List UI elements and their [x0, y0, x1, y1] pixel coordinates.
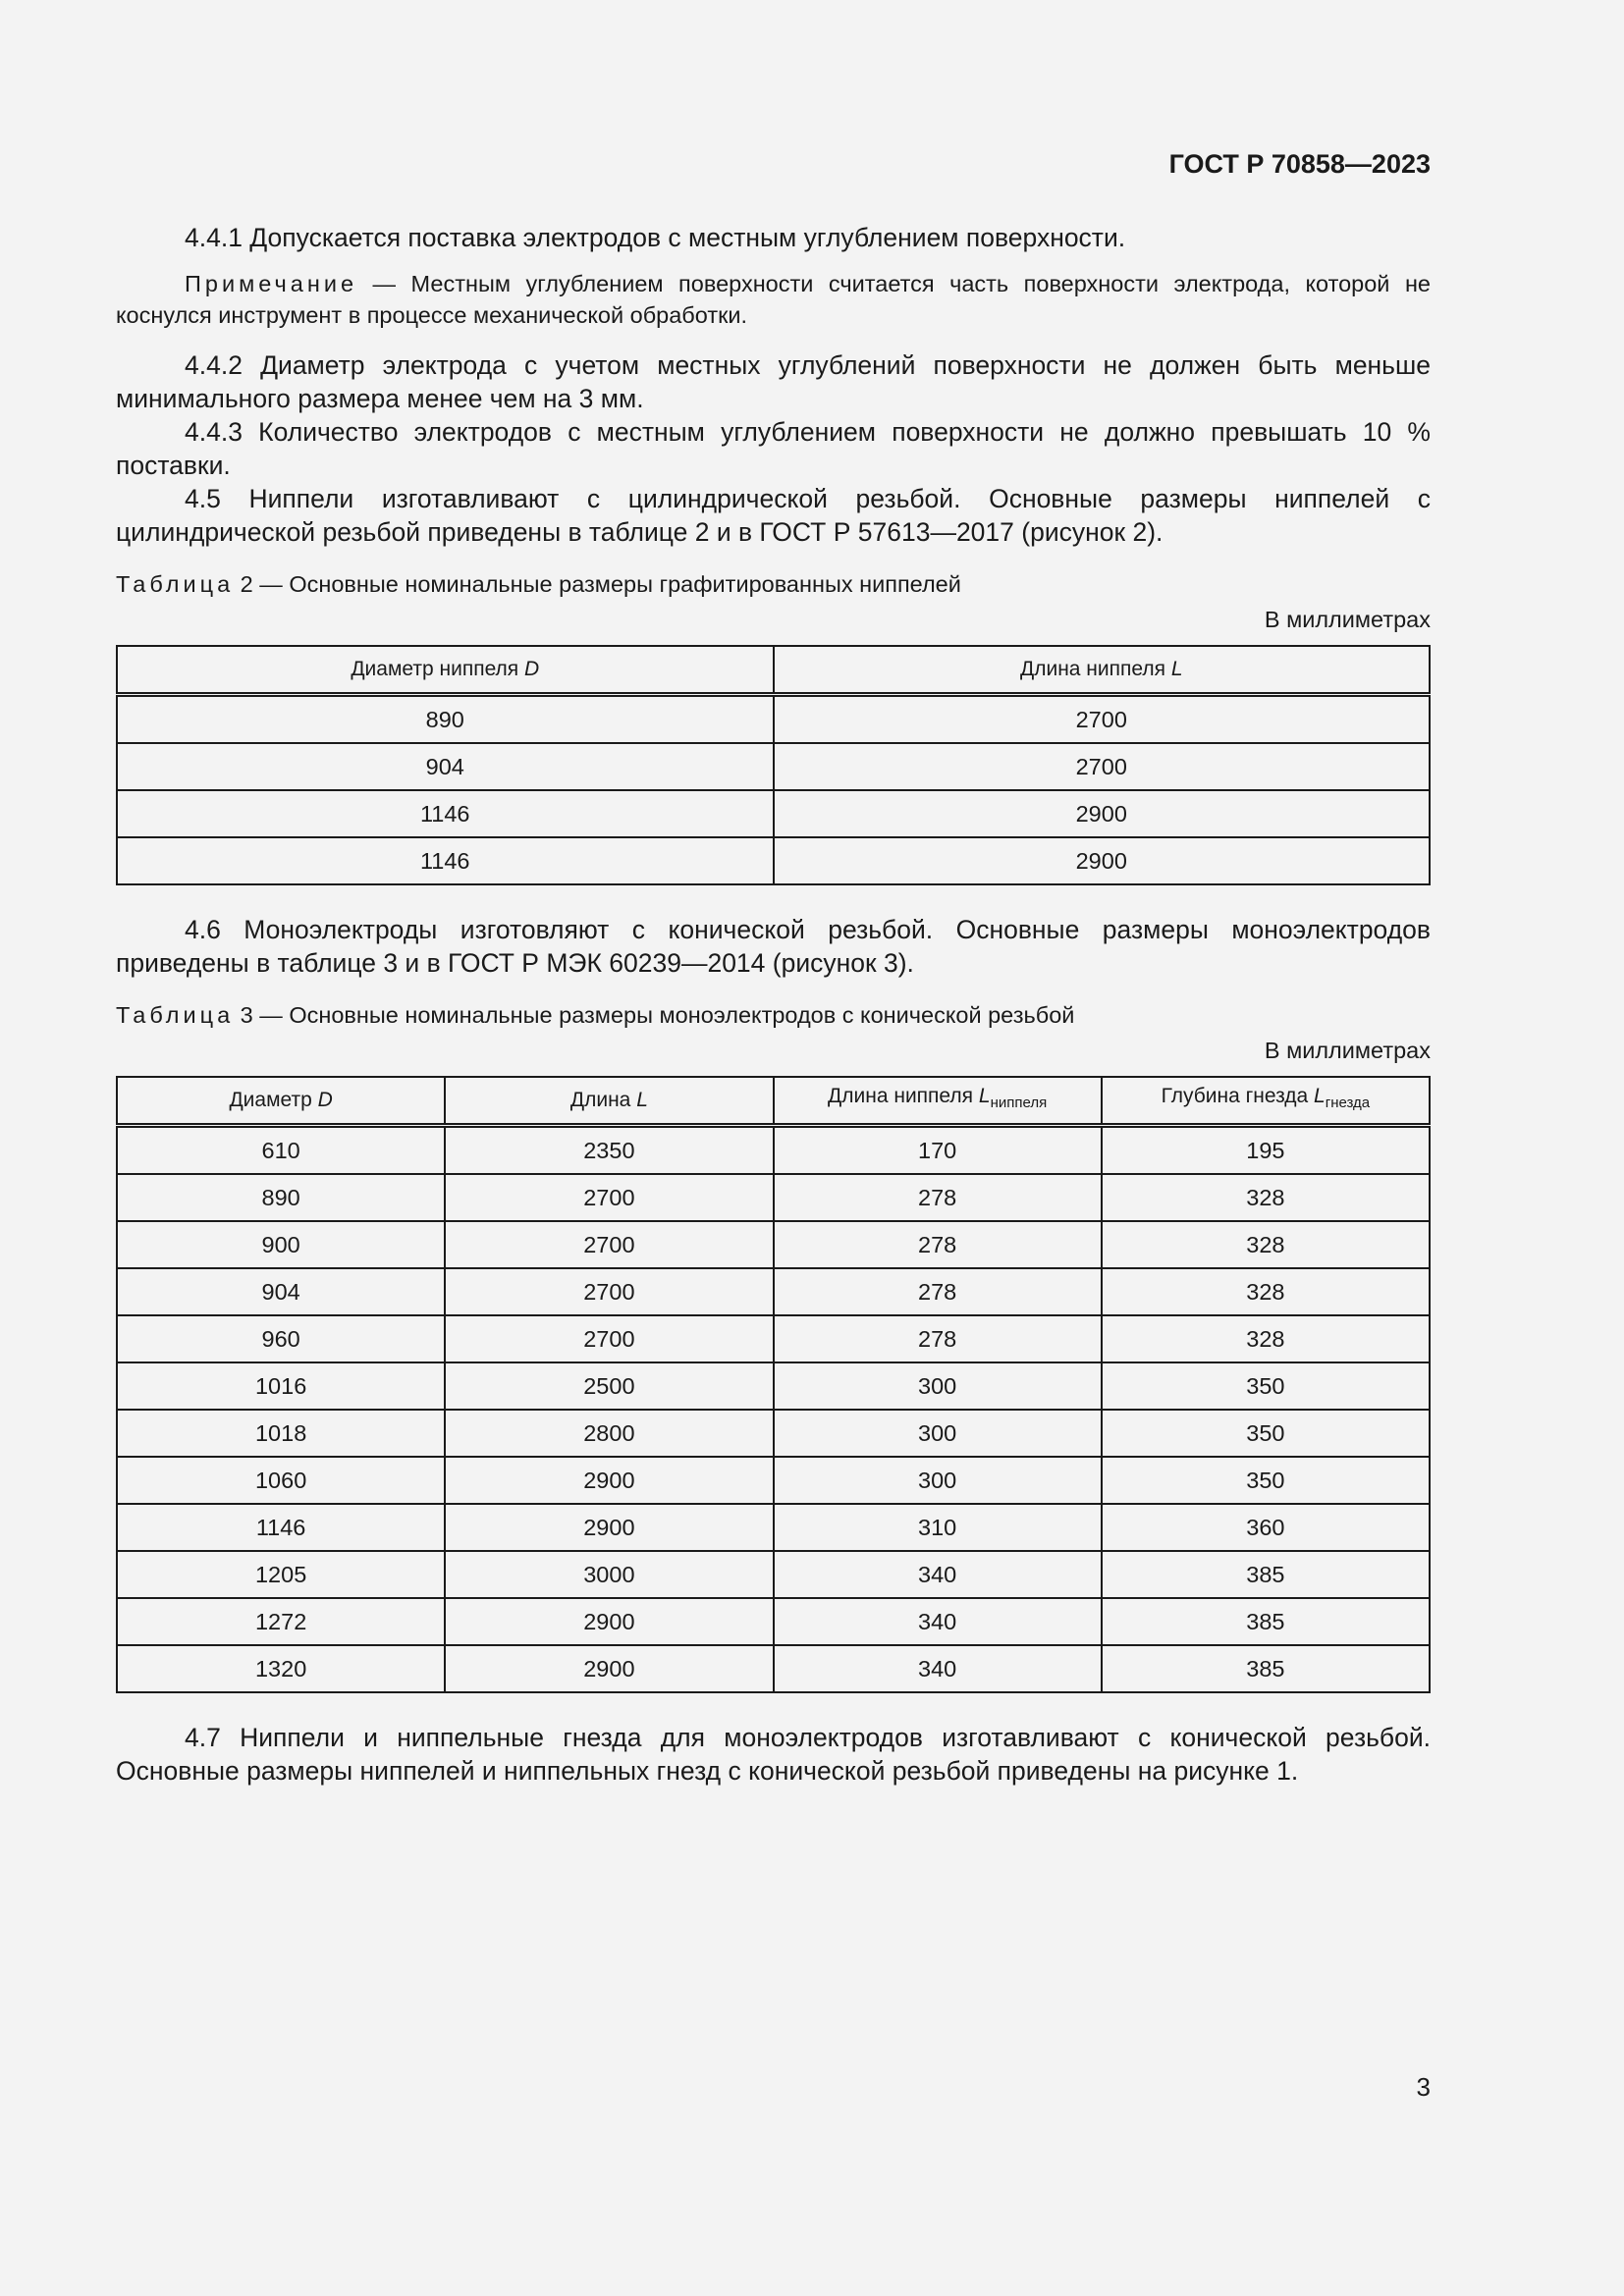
paragraph-4-4-2: 4.4.2 Диаметр электрода с учетом местных углублений поверхности не должен быть меньше минимального размера менее чем на 3 мм. — [116, 350, 1431, 413]
table-3-title: 3 — Основные номинальные размеры моноэлектродов с конической резьбой — [234, 1002, 1075, 1028]
table-cell: 2350 — [445, 1126, 773, 1175]
table-cell: 278 — [774, 1268, 1102, 1315]
table-cell: 360 — [1102, 1504, 1430, 1551]
table-cell: 170 — [774, 1126, 1102, 1175]
table-row — [117, 1221, 1430, 1268]
table-cell: 900 — [117, 1221, 445, 1268]
table-cell: 2900 — [774, 790, 1431, 837]
table-row — [117, 1362, 1430, 1410]
table-2-caption — [116, 568, 1431, 600]
table-2-label: Таблица — [116, 571, 235, 597]
table-3-units: В миллиметрах — [1264, 1038, 1431, 1063]
note-text: — Местным углублением поверхности считается часть поверхности электрода, которой не коснулся инструмент в процессе механической обработки. — [116, 271, 1431, 328]
document-id: ГОСТ Р 70858—2023 — [1168, 149, 1431, 179]
table-2 — [116, 645, 1431, 885]
table-cell: 350 — [1102, 1410, 1430, 1457]
paragraph-4-6: 4.6 Моноэлектроды изготовляют с конической резьбой. Основные размеры моноэлектродов приведены в таблице 3 и в ГОСТ Р МЭК 60239—2014 (рисунок 3). — [116, 915, 1431, 978]
paragraph-4-4-1: 4.4.1 Допускается поставка электродов с местным углублением поверхности. — [185, 223, 1126, 252]
table-cell: 890 — [117, 695, 774, 744]
table-cell: 328 — [1102, 1174, 1430, 1221]
table-3-caption — [116, 999, 1431, 1031]
table-cell: 278 — [774, 1174, 1102, 1221]
table-cell: 2900 — [445, 1598, 773, 1645]
table-2-body — [117, 695, 1430, 885]
table-row — [117, 790, 1430, 837]
table-cell: 300 — [774, 1410, 1102, 1457]
table-cell: 2900 — [445, 1504, 773, 1551]
table-3-body — [117, 1126, 1430, 1693]
table-cell: 610 — [117, 1126, 445, 1175]
table-cell: 1146 — [117, 790, 774, 837]
table-cell: 340 — [774, 1598, 1102, 1645]
table-cell: 195 — [1102, 1126, 1430, 1175]
table-cell: 1146 — [117, 1504, 445, 1551]
table-2-title: 2 — Основные номинальные размеры графитированных ниппелей — [234, 571, 961, 597]
table-cell: 2700 — [445, 1268, 773, 1315]
table-cell: 350 — [1102, 1457, 1430, 1504]
table-header-row — [117, 1077, 1430, 1126]
table-cell: 1272 — [117, 1598, 445, 1645]
table-cell: 1205 — [117, 1551, 445, 1598]
table-3-label: Таблица — [116, 1002, 235, 1028]
table-cell: 3000 — [445, 1551, 773, 1598]
table-cell: 2900 — [445, 1645, 773, 1692]
table-cell: 300 — [774, 1457, 1102, 1504]
table-row — [117, 1410, 1430, 1457]
column-header-nipple-diameter: Диаметр ниппеля D — [117, 646, 774, 695]
table-cell: 328 — [1102, 1315, 1430, 1362]
table-cell: 385 — [1102, 1645, 1430, 1692]
table-cell: 1146 — [117, 837, 774, 884]
page-number: 3 — [1416, 2072, 1431, 2102]
document-body — [116, 221, 1431, 1788]
paragraph-4-5: 4.5 Ниппели изготавливают с цилиндрической резьбой. Основные размеры ниппелей с цилиндрической резьбой приведены в таблице 2 и в ГОСТ Р 57613—2017 (рисунок 2). — [116, 484, 1431, 547]
column-header-length: Длина L — [445, 1077, 773, 1126]
table-cell: 2500 — [445, 1362, 773, 1410]
table-cell: 2800 — [445, 1410, 773, 1457]
table-row — [117, 1645, 1430, 1692]
table-cell: 328 — [1102, 1268, 1430, 1315]
table-header-row — [117, 646, 1430, 695]
table-cell: 328 — [1102, 1221, 1430, 1268]
column-header-diameter: Диаметр D — [117, 1077, 445, 1126]
table-cell: 960 — [117, 1315, 445, 1362]
table-cell: 2700 — [445, 1315, 773, 1362]
table-row — [117, 1126, 1430, 1175]
column-header-nipple-length: Длина ниппеля L — [774, 646, 1431, 695]
table-cell: 1018 — [117, 1410, 445, 1457]
table-cell: 890 — [117, 1174, 445, 1221]
table-cell: 1016 — [117, 1362, 445, 1410]
table-row — [117, 1457, 1430, 1504]
table-cell: 385 — [1102, 1551, 1430, 1598]
table-cell: 2900 — [445, 1457, 773, 1504]
paragraph-4-4-3: 4.4.3 Количество электродов с местным углублением поверхности не должно превышать 10 % поставки. — [116, 417, 1431, 480]
table-row — [117, 1315, 1430, 1362]
table-cell: 278 — [774, 1221, 1102, 1268]
table-cell: 300 — [774, 1362, 1102, 1410]
note-label: Примечание — [185, 271, 358, 296]
table-cell: 385 — [1102, 1598, 1430, 1645]
table-cell: 1060 — [117, 1457, 445, 1504]
table-cell: 1320 — [117, 1645, 445, 1692]
column-header-socket-depth: Глубина гнезда $L_{гнезда}$ — [1102, 1077, 1430, 1126]
table-row — [117, 1174, 1430, 1221]
table-cell: 278 — [774, 1315, 1102, 1362]
table-row — [117, 695, 1430, 744]
column-header-nipple-length: Длина ниппеля $L_{ниппеля}$ — [774, 1077, 1102, 1126]
table-row — [117, 837, 1430, 884]
table-cell: 2700 — [774, 743, 1431, 790]
table-2-units: В миллиметрах — [1264, 607, 1431, 632]
paragraph-4-7: 4.7 Ниппели и ниппельные гнезда для моноэлектродов изготавливают с конической резьбой. Основные размеры ниппелей и ниппельных гнезд с конической резьбой приведены на рисунке 1. — [116, 1723, 1431, 1786]
table-row — [117, 1268, 1430, 1315]
table-cell: 904 — [117, 1268, 445, 1315]
table-row — [117, 1504, 1430, 1551]
table-cell: 904 — [117, 743, 774, 790]
table-cell: 2900 — [774, 837, 1431, 884]
table-cell: 340 — [774, 1551, 1102, 1598]
note-paragraph — [116, 268, 1431, 331]
table-cell: 2700 — [445, 1221, 773, 1268]
table-cell: 2700 — [445, 1174, 773, 1221]
table-row — [117, 1551, 1430, 1598]
table-cell: 350 — [1102, 1362, 1430, 1410]
table-cell: 340 — [774, 1645, 1102, 1692]
table-row — [117, 743, 1430, 790]
table-row — [117, 1598, 1430, 1645]
table-cell: 310 — [774, 1504, 1102, 1551]
table-3 — [116, 1076, 1431, 1693]
table-cell: 2700 — [774, 695, 1431, 744]
